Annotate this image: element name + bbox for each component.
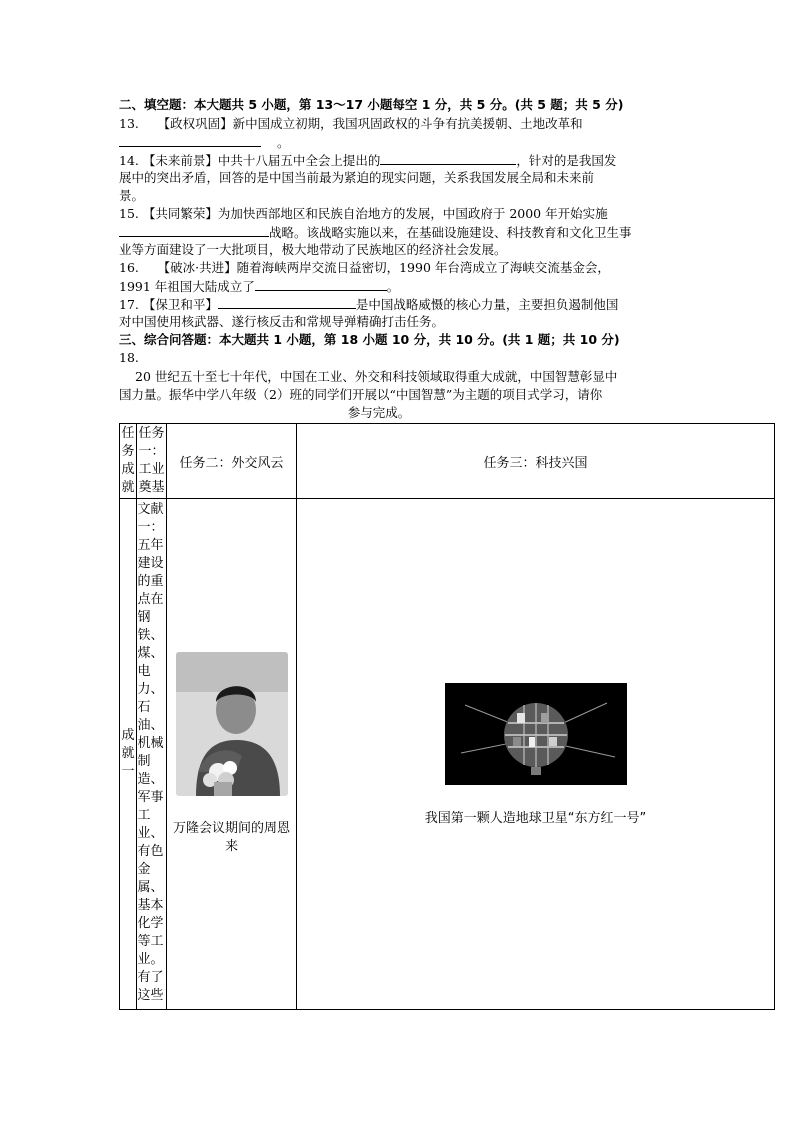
q16-line2	[119, 278, 399, 295]
q16-text-a: 1991 年祖国大陆成立了	[119, 279, 255, 294]
doc1-text: 文献一：五年建设的重点在钢铁、煤、电力、石油、机械制造、军事工业、有色金属、基本化学等工业。有了这些	[137, 502, 164, 1003]
q14-line3: 景。	[119, 188, 145, 203]
q16-answer-blank[interactable]	[255, 278, 387, 291]
q17-answer-blank[interactable]	[218, 296, 356, 309]
portrait-illustration	[176, 652, 288, 796]
table-header-row	[120, 424, 775, 499]
zhou-enlai-photo	[176, 652, 288, 796]
q15-line2	[119, 224, 632, 241]
q16-line1: 16. 【破冰·共进】随着海峡两岸交流日益密切，1990 年台湾成立了海峡交流基金会，	[119, 260, 610, 275]
photo-caption: 万隆会议期间的周恩来	[172, 821, 290, 854]
header-task2: 任务二：外交风云	[167, 424, 297, 499]
q17-line2: 对中国使用核武器、遂行核反击和常规导弹精确打击任务。	[119, 314, 445, 329]
q17-text-a: 17. 【保卫和平】	[119, 297, 218, 312]
header-task3: 任务三：科技兴国	[297, 424, 775, 499]
q15-answer-blank[interactable]	[119, 224, 269, 237]
q18-number: 18.	[119, 350, 139, 365]
table-row-achievement1	[120, 499, 775, 1010]
q14-text-b: ，针对的是我国发	[516, 153, 617, 168]
q16-tail: 。	[386, 279, 400, 294]
section2-heading: 二、填空题：本大题共 5 小题，第 13～17 小题每空 1 分，共 5 分。(共 5 题；共 5 分)	[119, 97, 624, 112]
dongfanghong-satellite-photo	[445, 683, 627, 785]
q14-line1	[119, 152, 616, 169]
q17-text-b: 是中国战略威慑的核心力量，主要担负遏制他国	[355, 297, 619, 312]
q17-line1	[119, 296, 618, 313]
satellite-illustration	[445, 683, 627, 785]
q14-answer-blank[interactable]	[380, 152, 516, 165]
project-table	[119, 423, 775, 1010]
q15-line1: 15. 【共同繁荣】为加快西部地区和民族自治地方的发展，中国政府于 2000 年开始实施	[119, 206, 608, 221]
satellite-caption: 我国第一颗人造地球卫星“东方红一号”	[424, 810, 647, 826]
q13-line2	[119, 134, 290, 151]
q15-text-b: 战略。该战略实施以来，在基础设施建设、科技教育和文化卫生事	[269, 225, 632, 240]
q18-intro-line3: 参与完成。	[347, 405, 411, 420]
header-task1: 任务一：工业奠基	[137, 424, 167, 499]
photo-cell	[167, 499, 297, 1010]
q13-tail: 。	[276, 135, 290, 150]
q14-text-a: 14. 【未来前景】中共十八届五中全会上提出的	[119, 153, 381, 168]
q14-line2: 展中的突出矛盾，回答的是中国当前最为紧迫的现实问题，关系我国发展全局和未来前	[119, 170, 595, 185]
section3-heading: 三、综合问答题：本大题共 1 小题，第 18 小题 10 分，共 10 分。(共 1 题；共 10 分)	[119, 332, 620, 347]
doc1-cell	[137, 499, 167, 1010]
q13-answer-blank[interactable]	[119, 134, 261, 147]
header-task-achievement: 任务成就	[120, 424, 137, 499]
q18-intro-line1: 20 世纪五十至七十年代，中国在工业、外交和科技领域取得重大成就，中国智慧彰显中	[135, 369, 618, 384]
q13-line1: 13. 【政权巩固】新中国成立初期，我国巩固政权的斗争有抗美援朝、土地改革和	[119, 116, 583, 131]
q18-intro-line2: 国力量。振华中学八年级（2）班的同学们开展以“中国智慧”为主题的项目式学习，请你	[119, 387, 603, 402]
satellite-cell	[297, 499, 775, 1010]
q15-line3: 业等方面建设了一大批项目，极大地带动了民族地区的经济社会发展。	[119, 242, 507, 257]
row-label-achievement1: 成就一	[120, 499, 137, 1010]
